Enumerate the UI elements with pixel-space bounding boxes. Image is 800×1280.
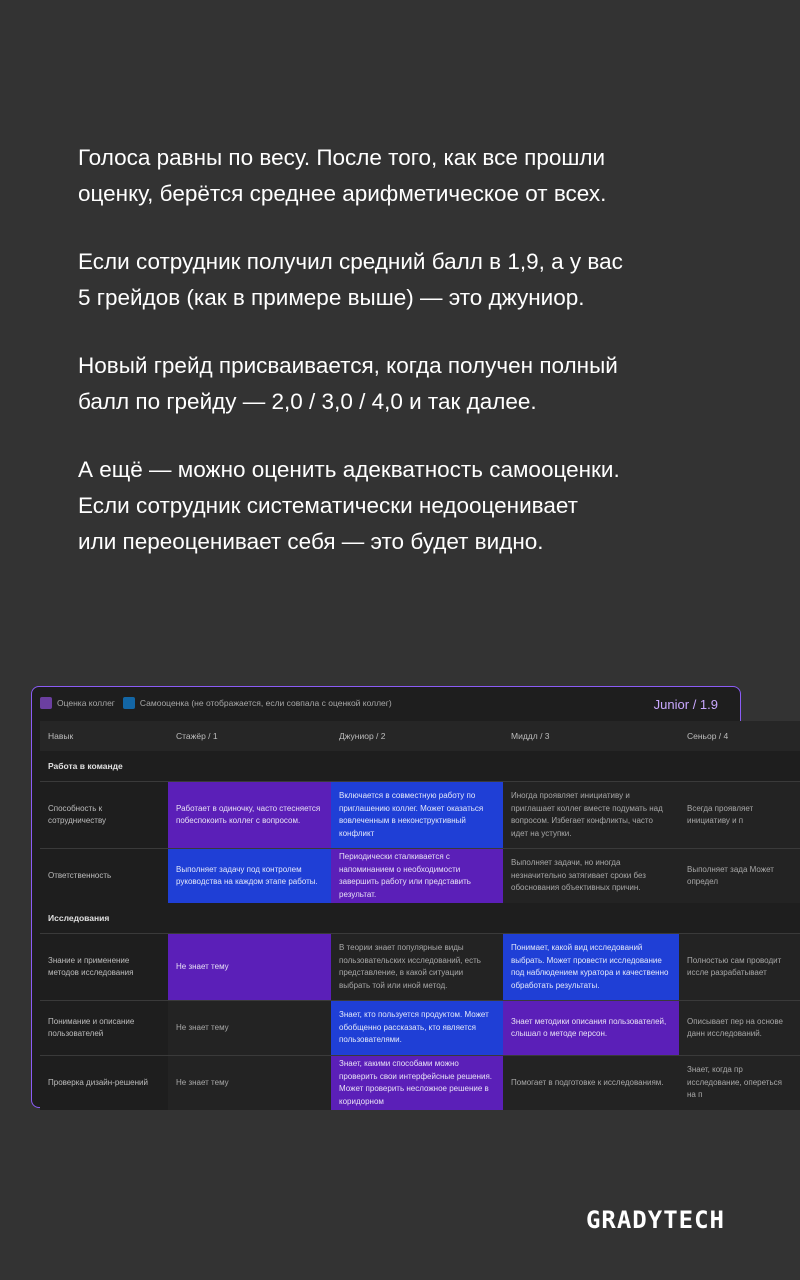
intro-line: 5 грейдов (как в примере выше) — это джуниор. (78, 285, 585, 310)
table-row (40, 781, 800, 848)
header-middle: Миддл / 3 (511, 731, 550, 741)
table-cell: Выполняет задачу под контролем руководства на каждом этапе работы. (168, 849, 331, 903)
intro-line: или переоценивает себя — это будет видно. (78, 529, 544, 554)
section-title: Исследования (40, 903, 800, 933)
intro-text (78, 140, 718, 592)
skill-name: Ответственность (48, 870, 112, 880)
intro-line: Если сотрудник получил средний балл в 1,9, а у вас (78, 249, 623, 274)
section-title: Работа в команде (40, 751, 800, 781)
intro-paragraph (78, 452, 718, 560)
table-cell: Не знает тему (168, 1001, 331, 1055)
table-row (40, 1055, 800, 1110)
table-cell: Выполняет задачи, но иногда незначительно затягивает сроки без обоснования объективных причин. (503, 849, 679, 903)
table-cell: Понимает, какой вид исследований выбрать. Может провести исследование под наблюдением куратора и качественно обработать результаты. (503, 934, 679, 1000)
grade-badge: Junior / 1.9 (653, 697, 718, 712)
table-header (40, 721, 800, 751)
table-cell: Помогает в подготовке к исследованиям. (503, 1056, 679, 1110)
table-cell: Иногда проявляет инициативу и приглашает коллег вместе подумать над вопросом. Избегает конфликты, часто идет на уступки. (503, 782, 679, 848)
header-senior: Сеньор / 4 (687, 731, 729, 741)
intro-line: оценку, берётся среднее арифметическое от всех. (78, 181, 607, 206)
table-cell: Выполняет зада Может определ (679, 849, 800, 903)
table-cell: Включается в совместную работу по приглашению коллег. Может оказаться вовлеченным в неконструктивный конфликт (331, 782, 503, 848)
self-swatch (123, 697, 135, 709)
intro-line: Если сотрудник систематически недооценивает (78, 493, 578, 518)
table-row (40, 848, 800, 903)
intro-line: Голоса равны по весу. После того, как все прошли (78, 145, 606, 170)
intro-line: Новый грейд присваивается, когда получен полный (78, 353, 618, 378)
skill-name: Способность к сотрудничеству (48, 803, 107, 825)
legend (40, 697, 392, 709)
skill-name: Проверка дизайн-решений (48, 1077, 148, 1087)
table-cell: В теории знает популярные виды пользовательских исследований, есть представление, в какой ситуации выбрать той или иной метод. (331, 934, 503, 1000)
table-cell: Знает, кто пользуется продуктом. Может обобщенно рассказать, кто является пользователями. (331, 1001, 503, 1055)
table-cell: Знает, какими способами можно проверить свои интерфейсные решения. Может проверить несложное решение в коридорном (331, 1056, 503, 1110)
table-cell: Описывает пер на основе данн исследований. (679, 1001, 800, 1055)
legend-peer-label: Оценка коллег (57, 698, 115, 708)
peer-swatch (40, 697, 52, 709)
header-intern: Стажёр / 1 (176, 731, 218, 741)
intro-paragraph (78, 244, 718, 316)
table-cell: Знает, когда пр исследование, опереться на п (679, 1056, 800, 1110)
table-cell: Не знает тему (168, 1056, 331, 1110)
header-junior: Джуниор / 2 (339, 731, 386, 741)
table-cell: Работает в одиночку, часто стесняется побеспокоить коллег с вопросом. (168, 782, 331, 848)
table-cell: Периодически сталкивается с напоминанием о необходимости завершить работу или представить результат. (331, 849, 503, 903)
table-cell: Не знает тему (168, 934, 331, 1000)
skill-name: Понимание и описание пользователей (48, 1016, 135, 1038)
grading-table-card (31, 686, 783, 1108)
table-cell: Полностью сам проводит иссле разрабатывает (679, 934, 800, 1000)
table-cell: Всегда проявляет инициативу и п (679, 782, 800, 848)
skills-table (40, 721, 800, 1110)
brand-logo: GRADYTECH (585, 1206, 725, 1234)
table-row (40, 933, 800, 1000)
table-row (40, 1000, 800, 1055)
intro-paragraph (78, 140, 718, 212)
intro-paragraph (78, 348, 718, 420)
legend-self-label: Самооценка (не отображается, если совпала с оценкой коллег) (139, 698, 392, 708)
header-skill: Навык (48, 731, 74, 741)
intro-line: балл по грейду — 2,0 / 3,0 / 4,0 и так далее. (78, 389, 537, 414)
skill-name: Знание и применение методов исследования (48, 955, 134, 977)
intro-line: А ещё — можно оценить адекватность самооценки. (78, 457, 620, 482)
table-cell: Знает методики описания пользователей, слышал о методе персон. (503, 1001, 679, 1055)
